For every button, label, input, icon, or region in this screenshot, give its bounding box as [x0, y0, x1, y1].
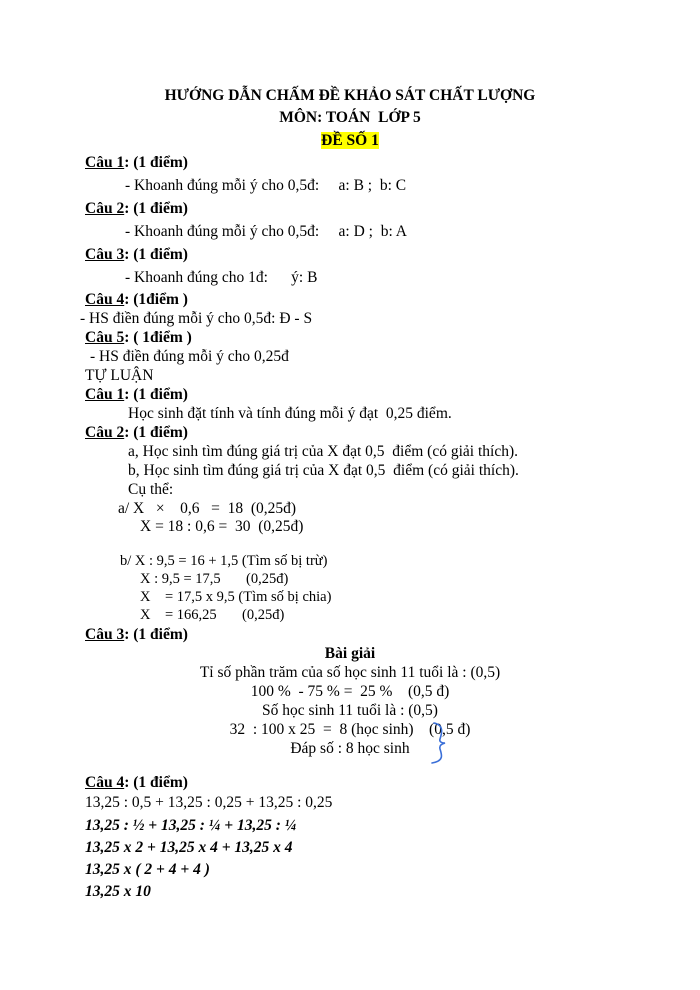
q1-heading — [85, 155, 188, 171]
doc-title: HƯỚNG DẪN CHẤM ĐỀ KHẢO SÁT CHẤT LƯỢNG — [164, 87, 536, 104]
t2-heading — [85, 425, 188, 441]
q5-points: : ( 1điểm ) — [124, 329, 192, 346]
q1-points: : (1 điểm) — [124, 154, 188, 171]
t1-heading — [85, 387, 188, 403]
t4-l3: 13,25 x 2 + 13,25 x 4 + 13,25 x 4 — [85, 839, 293, 856]
q2-text: - Khoanh đúng mỗi ý cho 0,5đ: a: D ; b: A — [125, 223, 407, 240]
exam-number-text: ĐỀ SỐ 1 — [321, 132, 379, 149]
q5-label: Câu 5 — [85, 329, 125, 346]
t1-text: Học sinh đặt tính và tính đúng mỗi ý đạt 0,25 điểm. — [128, 405, 452, 422]
t4-heading — [85, 775, 188, 791]
t2-b: b, Học sinh tìm đúng giá trị của X đạt 0,5 điểm (có giải thích). — [128, 462, 519, 479]
handwritten-brace-mark — [428, 721, 450, 765]
t1-points: : (1 điểm) — [124, 386, 188, 403]
q3-text: - Khoanh đúng cho 1đ: ý: B — [125, 269, 318, 286]
t2-cuthe: Cụ thể: — [128, 481, 174, 498]
t4-l2: 13,25 : ½ + 13,25 : ¼ + 13,25 : ¼ — [85, 817, 297, 834]
q2-label: Câu 2 — [85, 200, 125, 217]
t2-b4: X = 166,25 (0,25đ) — [140, 607, 285, 623]
t3-l1: Tỉ số phần trăm của số học sinh 11 tuổi là : (0,5) — [199, 664, 501, 681]
t2-a: a, Học sinh tìm đúng giá trị của X đạt 0,5 điểm (có giải thích). — [128, 443, 518, 460]
subject-title: MÔN: TOÁN LỚP 5 — [279, 109, 421, 126]
t4-l4: 13,25 x ( 2 + 4 + 4 ) — [85, 861, 210, 878]
t3-points: : (1 điểm) — [124, 626, 188, 643]
q3-heading — [85, 247, 188, 263]
q1-text: - Khoanh đúng mỗi ý cho 0,5đ: a: B ; b: C — [125, 177, 407, 194]
t3-l2: 100 % - 75 % = 25 % (0,5 đ) — [250, 683, 450, 700]
t3-l4: 32 : 100 x 25 = 8 (học sinh) (0,5 đ) — [229, 721, 471, 738]
exam-number — [0, 133, 700, 149]
t3-label: Câu 3 — [85, 626, 125, 643]
t2-points: : (1 điểm) — [124, 424, 188, 441]
t3-bai-giai: Bài giải — [324, 645, 376, 662]
t4-l5: 13,25 x 10 — [85, 883, 151, 900]
t4-l1: 13,25 : 0,5 + 13,25 : 0,25 + 13,25 : 0,25 — [85, 794, 333, 811]
t3-l5: Đáp số : 8 học sinh — [290, 740, 410, 757]
q5-heading — [85, 330, 192, 346]
q4-points: : (1điểm ) — [124, 291, 188, 308]
q3-label: Câu 3 — [85, 246, 125, 263]
t2-label: Câu 2 — [85, 424, 125, 441]
t2-a2: X = 18 : 0,6 = 30 (0,25đ) — [140, 518, 304, 535]
q3-points: : (1 điểm) — [124, 246, 188, 263]
q1-label: Câu 1 — [85, 154, 125, 171]
t2-b1: b/ X : 9,5 = 16 + 1,5 (Tìm số bị trừ) — [120, 553, 328, 569]
section-heading: TỰ LUẬN — [85, 367, 154, 384]
t1-label: Câu 1 — [85, 386, 125, 403]
t2-b2: X : 9,5 = 17,5 (0,25đ) — [140, 571, 289, 587]
t3-l3: Số học sinh 11 tuổi là : (0,5) — [262, 702, 438, 719]
t2-a1: a/ X × 0,6 = 18 (0,25đ) — [118, 500, 297, 517]
q4-label: Câu 4 — [85, 291, 125, 308]
q4-heading — [85, 292, 188, 308]
q4-text: - HS điền đúng mỗi ý cho 0,5đ: Đ - S — [80, 310, 313, 327]
q2-heading — [85, 201, 188, 217]
t3-heading — [85, 627, 188, 643]
t4-label: Câu 4 — [85, 774, 125, 791]
t4-points: : (1 điểm) — [124, 774, 188, 791]
q2-points: : (1 điểm) — [124, 200, 188, 217]
t2-b3: X = 17,5 x 9,5 (Tìm số bị chia) — [140, 589, 332, 605]
q5-text: - HS điền đúng mỗi ý cho 0,25đ — [90, 348, 289, 365]
